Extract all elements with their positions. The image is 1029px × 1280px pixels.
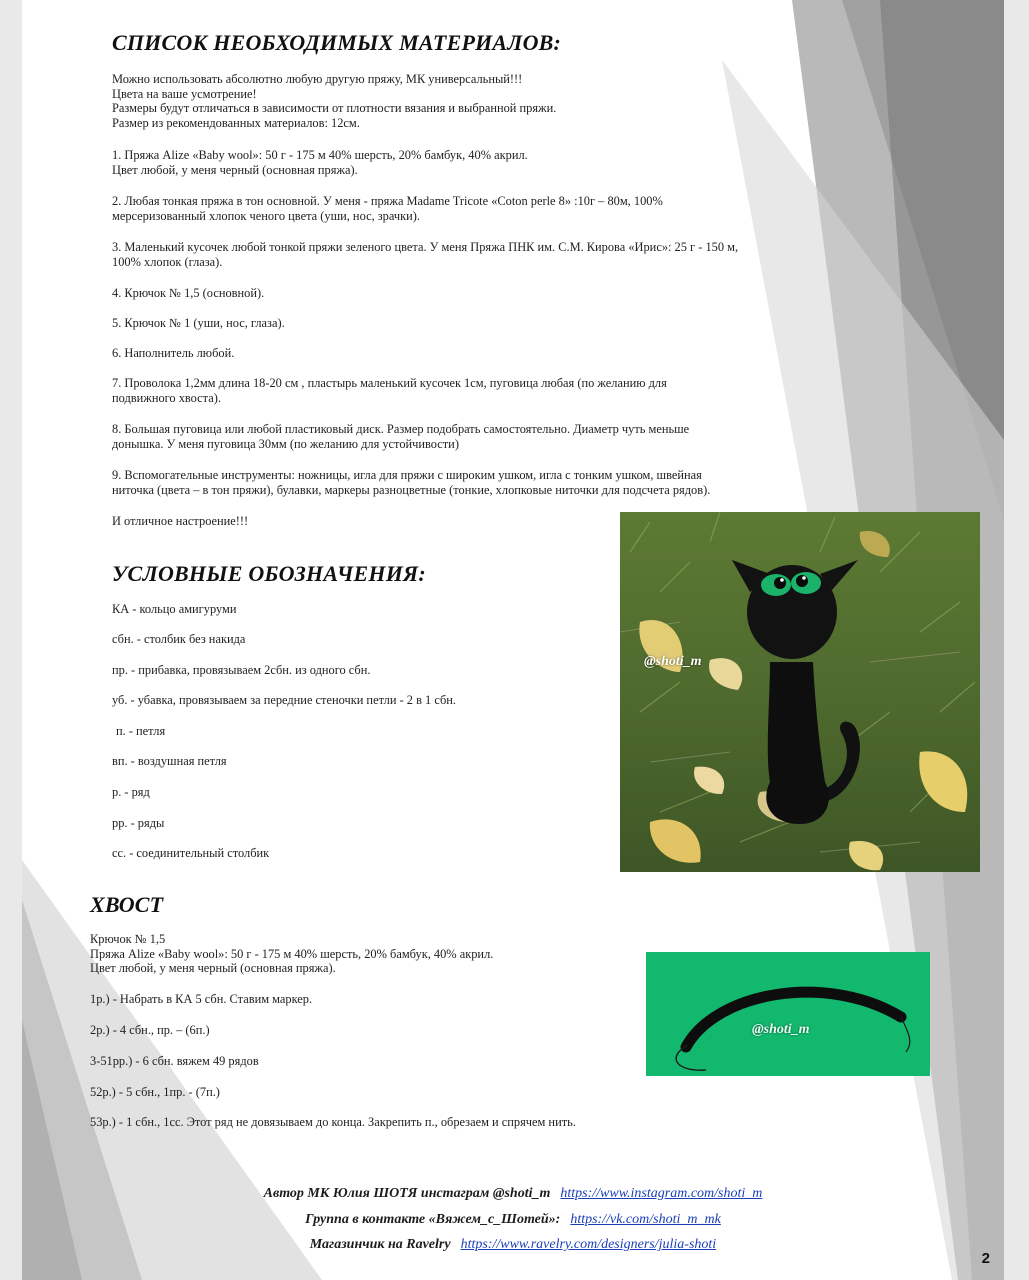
footer-line-author <box>22 1186 1004 1202</box>
footer-line-ravelry <box>22 1237 1004 1253</box>
cat-photo-illustration <box>620 512 980 872</box>
footer-ravelry-text: Магазинчик на Ravelry <box>309 1237 451 1252</box>
materials-closing: И отличное настроение!!! <box>112 514 249 528</box>
legend-item: сс. - соединительный столбик <box>112 846 270 860</box>
materials-item-5 <box>112 316 932 331</box>
tail-intro-line: Цвет любой, у меня черный (основная пряжа). <box>90 961 336 975</box>
tail-photo-watermark: @shoti_m <box>752 1022 810 1037</box>
tail-intro-line: Пряжа Alize «Baby wool»: 50 г - 175 м 40% шерсть, 20% бамбук, 40% акрил. <box>90 946 494 961</box>
legend-item: рр. - ряды <box>112 816 165 830</box>
instagram-link[interactable]: https://www.instagram.com/shoti_m <box>560 1186 763 1201</box>
tail-row: 52р.) - 5 сбн., 1пр. - (7п.) <box>90 1085 220 1099</box>
tail-row: 1р.) - Набрать в КА 5 сбн. Ставим маркер. <box>90 992 313 1006</box>
materials-intro-line: Цвета на ваше усмотрение! <box>112 86 257 101</box>
materials-item-1 <box>112 148 932 177</box>
materials-item-8 <box>112 422 932 451</box>
tail-intro-line: Крючок № 1,5 <box>90 932 166 946</box>
materials-item-line: подвижного хвоста). <box>112 390 221 405</box>
materials-item-line: 100% хлопок (глаза). <box>112 254 223 269</box>
materials-item-line: 8. Большая пуговица или любой пластиковый диск. Размер подобрать самостоятельно. Диаметр чуть меньше <box>112 422 690 436</box>
materials-item-line: ниточка (цвета – в тон пряжи), булавки, маркеры разноцветные (тонкие, хлопковые ниточки для подсчета рядов). <box>112 482 711 497</box>
materials-item-line: 7. Проволока 1,2мм длина 18-20 см , пластырь маленький кусочек 1см, пуговица любая (по желанию для <box>112 376 667 390</box>
legend-item: пр. - прибавка, провязываем 2сбн. из одного сбн. <box>112 663 371 677</box>
materials-item-line: 4. Крючок № 1,5 (основной). <box>112 286 265 300</box>
materials-item-4 <box>112 286 932 301</box>
materials-item-line: Цвет любой, у меня черный (основная пряжа). <box>112 162 358 177</box>
legend-item: уб. - убавка, провязываем за передние стеночки петли - 2 в 1 сбн. <box>112 693 457 707</box>
tail-row: 3-51рр.) - 6 сбн. вяжем 49 рядов <box>90 1054 259 1068</box>
tail-row: 2р.) - 4 сбн., пр. – (6п.) <box>90 1023 210 1037</box>
materials-item-line: 2. Любая тонкая пряжа в тон основной. У меня - пряжа Madame Tricote «Coton perle 8» :10г – 80м, 100% <box>112 194 663 208</box>
materials-item-6 <box>112 346 932 361</box>
materials-title: СПИСОК НЕОБХОДИМЫХ МАТЕРИАЛОВ: <box>112 30 562 55</box>
materials-item-7 <box>112 376 932 405</box>
document-page <box>22 0 1004 1280</box>
materials-item-line: 9. Вспомогательные инструменты: ножницы, игла для пряжи с широким ушком, игла с тонким ушком, швейная <box>112 468 702 482</box>
materials-intro-line: Размер из рекомендованных материалов: 12см. <box>112 115 360 130</box>
materials-item-line: 3. Маленький кусочек любой тонкой пряжи зеленого цвета. У меня Пряжа ПНК им. С.М. Кирова «Ирис»: 25 г - 150 м, <box>112 240 739 254</box>
vk-link[interactable]: https://vk.com/shoti_m_mk <box>570 1212 721 1227</box>
materials-intro-line: Размеры будут отличаться в зависимости от плотности вязания и выбранной пряжи. <box>112 101 557 115</box>
materials-item-9 <box>112 468 932 497</box>
materials-item-line: 5. Крючок № 1 (уши, нос, глаза). <box>112 316 285 330</box>
cat-photo <box>620 512 980 872</box>
legend-item: КА - кольцо амигуруми <box>112 602 237 616</box>
tail-photo <box>646 952 930 1076</box>
materials-item-line: 1. Пряжа Alize «Baby wool»: 50 г - 175 м 40% шерсть, 20% бамбук, 40% акрил. <box>112 148 528 162</box>
materials-item-line: 6. Наполнитель любой. <box>112 346 235 360</box>
footer-author-text: Автор МК Юлия ШОТЯ инстаграм @shoti_m <box>263 1186 551 1201</box>
footer-vk-text: Группа в контакте «Вяжем_с_Шотей»: <box>305 1212 561 1227</box>
legend-item: сбн. - столбик без накида <box>112 632 246 646</box>
tail-photo-illustration <box>646 952 930 1076</box>
footer-line-vk <box>22 1212 1004 1228</box>
tail-title: ХВОСТ <box>90 892 164 917</box>
tail-intro <box>90 932 650 976</box>
page-number: 2 <box>981 1250 990 1267</box>
materials-intro <box>112 72 912 130</box>
legend-item: вп. - воздушная петля <box>112 754 227 768</box>
materials-item-3 <box>112 240 952 269</box>
ravelry-link[interactable]: https://www.ravelry.com/designers/julia-shoti <box>460 1237 717 1252</box>
materials-item-line: мерсеризованный хлопок ченого цвета (уши, нос, зрачки). <box>112 208 420 223</box>
legend-title: УСЛОВНЫЕ ОБОЗНАЧЕНИЯ: <box>112 561 426 586</box>
materials-item-line: донышка. У меня пуговица 30мм (по желанию для устойчивости) <box>112 436 459 451</box>
materials-intro-line: Можно использовать абсолютно любую другую пряжу, МК универсальный!!! <box>112 72 523 86</box>
legend-item: р. - ряд <box>112 785 150 799</box>
tail-row: 53р.) - 1 сбн., 1сс. Этот ряд не довязываем до конца. Закрепить п., обрезаем и спрячем нить. <box>90 1115 576 1129</box>
legend-item: п. - петля <box>116 724 166 738</box>
materials-item-2 <box>112 194 932 223</box>
cat-photo-watermark: @shoti_m <box>644 654 702 669</box>
